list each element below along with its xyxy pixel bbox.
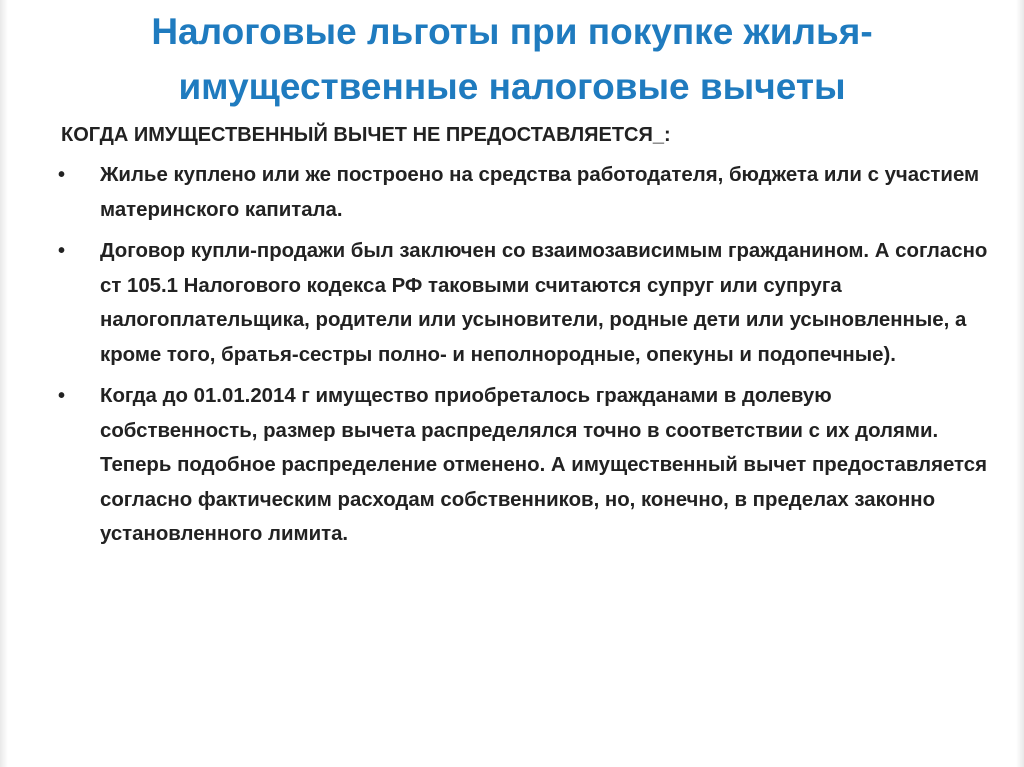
- slide-left-edge-shadow: [0, 0, 8, 767]
- bullet-item-shared-ownership: [58, 379, 988, 552]
- slide-title-line-2: имущественные налоговые вычеты: [178, 66, 846, 107]
- slide-title-line-1: Налоговые льготы при покупке жилья-: [151, 11, 873, 52]
- slide-title: [40, 4, 984, 114]
- bullet-item-employer-funds: [58, 158, 988, 227]
- bullet-text: Когда до 01.01.2014 г имущество приобреталось гражданами в долевую собственность, размер вычета распределялся точно в соответствии с их долями. Теперь подобное распределение отменено. А имущественный вычет предоставляется согласно фактическим расходам собственников, но, конечно, в пределах законно установленного лимита.: [100, 385, 987, 545]
- bullet-list: [58, 158, 988, 559]
- section-heading: КОГДА ИМУЩЕСТВЕННЫЙ ВЫЧЕТ НЕ ПРЕДОСТАВЛЯЕТСЯ_:: [61, 124, 671, 146]
- bullet-point-icon: •: [58, 240, 66, 262]
- bullet-text: Договор купли-продажи был заключен со взаимозависимым гражданином. А согласно ст 105.1 Налогового кодекса РФ таковыми считаются супруг или супруга налогоплательщика, родители или усыновители, родные дети или усыновленные, а кроме того, братья-сестры полно- и неполнородные, опекуны и подопечные).: [100, 240, 988, 366]
- slide-right-edge-shadow: [1016, 0, 1024, 767]
- bullet-point-icon: •: [58, 164, 66, 186]
- bullet-item-interdependent-person: [58, 234, 988, 372]
- bullet-point-icon: •: [58, 385, 66, 407]
- bullet-text: Жилье куплено или же построено на средства работодателя, бюджета или с участием материнского капитала.: [100, 164, 980, 221]
